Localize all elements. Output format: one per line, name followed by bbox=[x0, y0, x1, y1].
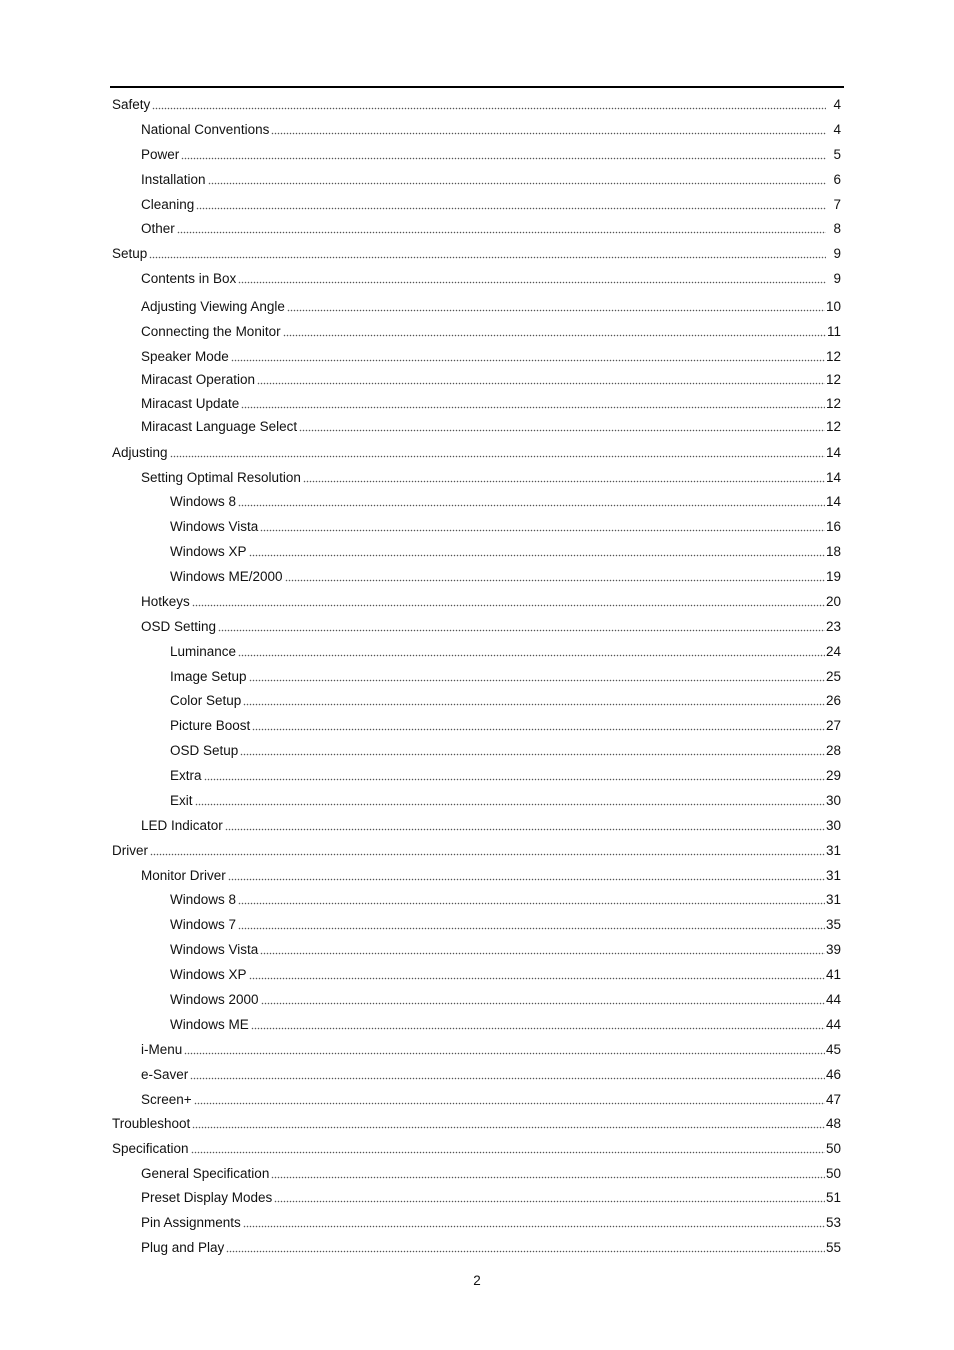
dot-leader bbox=[184, 1051, 825, 1055]
toc-entry-title: Screen+ bbox=[141, 1092, 192, 1107]
toc-entry-page: 16 bbox=[825, 519, 841, 534]
dot-leader bbox=[238, 926, 825, 930]
header-rule bbox=[110, 86, 844, 88]
dot-leader bbox=[260, 528, 825, 532]
toc-entry-page: 12 bbox=[825, 372, 841, 387]
dot-leader bbox=[252, 727, 825, 731]
toc-entry[interactable] bbox=[141, 1214, 841, 1232]
toc-entry[interactable] bbox=[170, 916, 841, 934]
toc-entry-page: 19 bbox=[825, 569, 841, 584]
dot-leader bbox=[177, 230, 826, 234]
dot-leader bbox=[285, 578, 825, 582]
toc-entry[interactable] bbox=[170, 767, 841, 785]
toc-entry-page: 35 bbox=[825, 917, 841, 932]
toc-entry-title: Other bbox=[141, 221, 175, 236]
dot-leader bbox=[238, 503, 825, 507]
dot-leader bbox=[243, 702, 825, 706]
toc-entry-title: Connecting the Monitor bbox=[141, 324, 281, 339]
toc-entry-title: Windows XP bbox=[170, 967, 247, 982]
toc-entry[interactable] bbox=[170, 543, 841, 561]
toc-entry-title: Miracast Language Select bbox=[141, 419, 298, 434]
toc-entry-page: 44 bbox=[825, 1017, 841, 1032]
dot-leader bbox=[243, 1224, 825, 1228]
toc-entry-page: 12 bbox=[825, 419, 841, 434]
toc-entry-title: Extra bbox=[170, 768, 202, 783]
toc-entry-page: 50 bbox=[825, 1166, 841, 1181]
toc-entry-page: 55 bbox=[825, 1240, 841, 1255]
toc-entry-title: Setup bbox=[112, 246, 148, 261]
toc-entry-title: Picture Boost bbox=[170, 718, 251, 733]
toc-entry-page: 30 bbox=[825, 818, 841, 833]
dot-leader bbox=[149, 255, 826, 259]
toc-entry-page: 29 bbox=[825, 768, 841, 783]
dot-leader bbox=[249, 976, 825, 980]
toc-entry-page: 46 bbox=[825, 1067, 841, 1082]
toc-entry[interactable] bbox=[112, 245, 841, 263]
dot-leader bbox=[287, 308, 825, 312]
toc-entry[interactable] bbox=[141, 1165, 841, 1183]
toc-entry[interactable] bbox=[112, 1140, 841, 1158]
toc-entry-title: Windows 7 bbox=[170, 917, 237, 932]
toc-entry-title: Adjusting bbox=[112, 445, 168, 460]
toc-entry-title: OSD Setup bbox=[170, 743, 239, 758]
toc-entry-title: Exit bbox=[170, 793, 193, 808]
dot-leader bbox=[225, 827, 825, 831]
toc-entry-page: 41 bbox=[825, 967, 841, 982]
dot-leader bbox=[283, 333, 826, 337]
dot-leader bbox=[274, 1199, 825, 1203]
toc-entry-page: 26 bbox=[825, 693, 841, 708]
toc-entry-title: Windows ME/2000 bbox=[170, 569, 283, 584]
toc-entry-title: Safety bbox=[112, 97, 151, 112]
toc-entry-title: OSD Setting bbox=[141, 619, 217, 634]
toc-entry-page: 44 bbox=[825, 992, 841, 1007]
dot-leader bbox=[249, 678, 825, 682]
dot-leader bbox=[226, 1249, 825, 1253]
toc-entry[interactable] bbox=[141, 817, 841, 835]
toc-entry[interactable] bbox=[141, 220, 841, 238]
dot-leader bbox=[303, 479, 825, 483]
dot-leader bbox=[240, 752, 825, 756]
toc-entry-title: Windows ME bbox=[170, 1017, 249, 1032]
toc-entry-page: 25 bbox=[825, 669, 841, 684]
toc-entry[interactable] bbox=[170, 941, 841, 959]
toc-entry-page: 47 bbox=[825, 1092, 841, 1107]
toc-entry[interactable] bbox=[170, 643, 841, 661]
toc-entry-title: Luminance bbox=[170, 644, 237, 659]
toc-entry-title: Troubleshoot bbox=[112, 1116, 191, 1131]
toc-entry-page: 12 bbox=[825, 349, 841, 364]
dot-leader bbox=[238, 901, 825, 905]
toc-entry-page: 27 bbox=[825, 718, 841, 733]
toc-entry[interactable] bbox=[141, 867, 841, 885]
dot-leader bbox=[204, 777, 825, 781]
toc-entry[interactable] bbox=[141, 1066, 841, 1084]
toc-entry-page: 48 bbox=[825, 1116, 841, 1131]
dot-leader bbox=[271, 131, 826, 135]
toc-entry-page: 20 bbox=[825, 594, 841, 609]
toc-entry-title: Setting Optimal Resolution bbox=[141, 470, 301, 485]
toc-entry-page: 50 bbox=[825, 1141, 841, 1156]
toc-entry[interactable] bbox=[112, 96, 841, 114]
toc-entry-page: 10 bbox=[825, 299, 841, 314]
toc-entry-page: 51 bbox=[825, 1190, 841, 1205]
toc-entry[interactable] bbox=[141, 323, 841, 341]
toc-entry[interactable] bbox=[170, 717, 841, 735]
dot-leader bbox=[249, 553, 825, 557]
dot-leader bbox=[191, 1150, 825, 1154]
toc-entry-page: 14 bbox=[825, 470, 841, 485]
toc-entry[interactable] bbox=[141, 1041, 841, 1059]
toc-entry[interactable] bbox=[141, 618, 841, 636]
toc-entry-page: 45 bbox=[825, 1042, 841, 1057]
dot-leader bbox=[238, 653, 825, 657]
toc-entry-title: LED Indicator bbox=[141, 818, 223, 833]
toc-entry-title: Specification bbox=[112, 1141, 189, 1156]
toc-entry[interactable] bbox=[170, 966, 841, 984]
toc-entry-title: National Conventions bbox=[141, 122, 270, 137]
toc-entry-title: Color Setup bbox=[170, 693, 242, 708]
toc-entry[interactable] bbox=[170, 792, 841, 810]
toc-entry[interactable] bbox=[141, 348, 841, 366]
toc-entry[interactable] bbox=[141, 270, 841, 288]
toc-entry-page: 30 bbox=[825, 793, 841, 808]
toc-entry-title: Windows 8 bbox=[170, 494, 237, 509]
dot-leader bbox=[299, 428, 825, 432]
toc-entry-title: Windows 8 bbox=[170, 892, 237, 907]
dot-leader bbox=[196, 206, 826, 210]
toc-entry-title: Windows 2000 bbox=[170, 992, 259, 1007]
toc-entry-page: 18 bbox=[825, 544, 841, 559]
dot-leader bbox=[150, 852, 825, 856]
toc-entry-page: 9 bbox=[833, 246, 841, 261]
dot-leader bbox=[152, 106, 826, 110]
toc-entry-page: 31 bbox=[825, 843, 841, 858]
toc-entry[interactable] bbox=[170, 518, 841, 536]
toc-entry-title: Image Setup bbox=[170, 669, 247, 684]
dot-leader bbox=[192, 1125, 825, 1129]
toc-entry-page: 53 bbox=[825, 1215, 841, 1230]
toc-entry-title: Speaker Mode bbox=[141, 349, 229, 364]
toc-entry[interactable] bbox=[141, 593, 841, 611]
toc-entry[interactable] bbox=[170, 991, 841, 1009]
dot-leader bbox=[251, 1026, 825, 1030]
toc-entry-page: 9 bbox=[833, 271, 841, 286]
toc-entry-title: Adjusting Viewing Angle bbox=[141, 299, 285, 314]
dot-leader bbox=[194, 1101, 825, 1105]
toc-entry-title: Miracast Update bbox=[141, 396, 240, 411]
toc-entry-page: 23 bbox=[825, 619, 841, 634]
toc-entry-title: Contents in Box bbox=[141, 271, 237, 286]
toc-entry-title: Cleaning bbox=[141, 197, 195, 212]
toc-entry[interactable] bbox=[112, 444, 841, 462]
toc-entry[interactable] bbox=[141, 1091, 841, 1109]
toc-entry-page: 31 bbox=[825, 868, 841, 883]
toc-entry[interactable] bbox=[170, 692, 841, 710]
toc-entry-page: 4 bbox=[833, 122, 841, 137]
dot-leader bbox=[271, 1175, 825, 1179]
toc-entry[interactable] bbox=[141, 121, 841, 139]
toc-entry-page: 11 bbox=[826, 324, 841, 339]
toc-entry[interactable] bbox=[170, 891, 841, 909]
dot-leader bbox=[241, 405, 825, 409]
toc-entry[interactable] bbox=[170, 668, 841, 686]
toc-entry[interactable] bbox=[141, 196, 841, 214]
toc-entry[interactable] bbox=[170, 493, 841, 511]
toc-entry-title: Plug and Play bbox=[141, 1240, 225, 1255]
toc-entry-title: Power bbox=[141, 147, 180, 162]
toc-entry-title: Windows Vista bbox=[170, 942, 259, 957]
toc-entry[interactable] bbox=[170, 1016, 841, 1034]
toc-entry[interactable] bbox=[141, 298, 841, 316]
dot-leader bbox=[181, 156, 826, 160]
toc-entry-title: e-Saver bbox=[141, 1067, 189, 1082]
dot-leader bbox=[260, 951, 825, 955]
toc-entry[interactable] bbox=[141, 1189, 841, 1207]
page-number: 2 bbox=[473, 1273, 481, 1288]
toc-entry-title: Miracast Operation bbox=[141, 372, 256, 387]
toc-entry[interactable] bbox=[112, 842, 841, 860]
toc-entry[interactable] bbox=[170, 568, 841, 586]
toc-entry-page: 39 bbox=[825, 942, 841, 957]
dot-leader bbox=[208, 181, 826, 185]
toc-entry-page: 14 bbox=[825, 494, 841, 509]
toc-entry-page: 28 bbox=[825, 743, 841, 758]
dot-leader bbox=[195, 802, 825, 806]
toc-entry-page: 14 bbox=[825, 445, 841, 460]
toc-entry-title: Windows XP bbox=[170, 544, 247, 559]
toc-entry[interactable] bbox=[141, 1239, 841, 1257]
toc-entry[interactable] bbox=[141, 146, 841, 164]
dot-leader bbox=[170, 454, 825, 458]
toc-entry[interactable] bbox=[112, 1115, 841, 1133]
toc-entry-title: Hotkeys bbox=[141, 594, 190, 609]
toc-entry[interactable] bbox=[141, 171, 841, 189]
dot-leader bbox=[257, 381, 825, 385]
toc-entry-page: 12 bbox=[825, 396, 841, 411]
dot-leader bbox=[192, 603, 825, 607]
toc-entry[interactable] bbox=[141, 469, 841, 487]
toc-entry[interactable] bbox=[141, 371, 841, 389]
dot-leader bbox=[261, 1001, 825, 1005]
toc-entry-page: 24 bbox=[825, 644, 841, 659]
dot-leader bbox=[190, 1076, 825, 1080]
toc-entry-title: Preset Display Modes bbox=[141, 1190, 273, 1205]
toc-entry-title: Windows Vista bbox=[170, 519, 259, 534]
toc-entry-page: 7 bbox=[833, 197, 841, 212]
toc-entry-page: 5 bbox=[833, 147, 841, 162]
toc-entry-page: 31 bbox=[825, 892, 841, 907]
toc-entry-title: General Specification bbox=[141, 1166, 270, 1181]
toc-entry-page: 6 bbox=[833, 172, 841, 187]
toc-entry-title: i-Menu bbox=[141, 1042, 183, 1057]
toc-entry-title: Driver bbox=[112, 843, 148, 858]
toc-entry-title: Pin Assignments bbox=[141, 1215, 241, 1230]
dot-leader bbox=[218, 628, 825, 632]
toc-entry[interactable] bbox=[141, 395, 841, 413]
toc-entry-page: 8 bbox=[833, 221, 841, 236]
toc-entry-title: Installation bbox=[141, 172, 206, 187]
dot-leader bbox=[231, 358, 825, 362]
toc-entry[interactable] bbox=[170, 742, 841, 760]
toc-entry-page: 4 bbox=[833, 97, 841, 112]
toc-entry[interactable] bbox=[141, 418, 841, 436]
dot-leader bbox=[238, 280, 826, 284]
dot-leader bbox=[228, 877, 825, 881]
toc-entry-title: Monitor Driver bbox=[141, 868, 226, 883]
